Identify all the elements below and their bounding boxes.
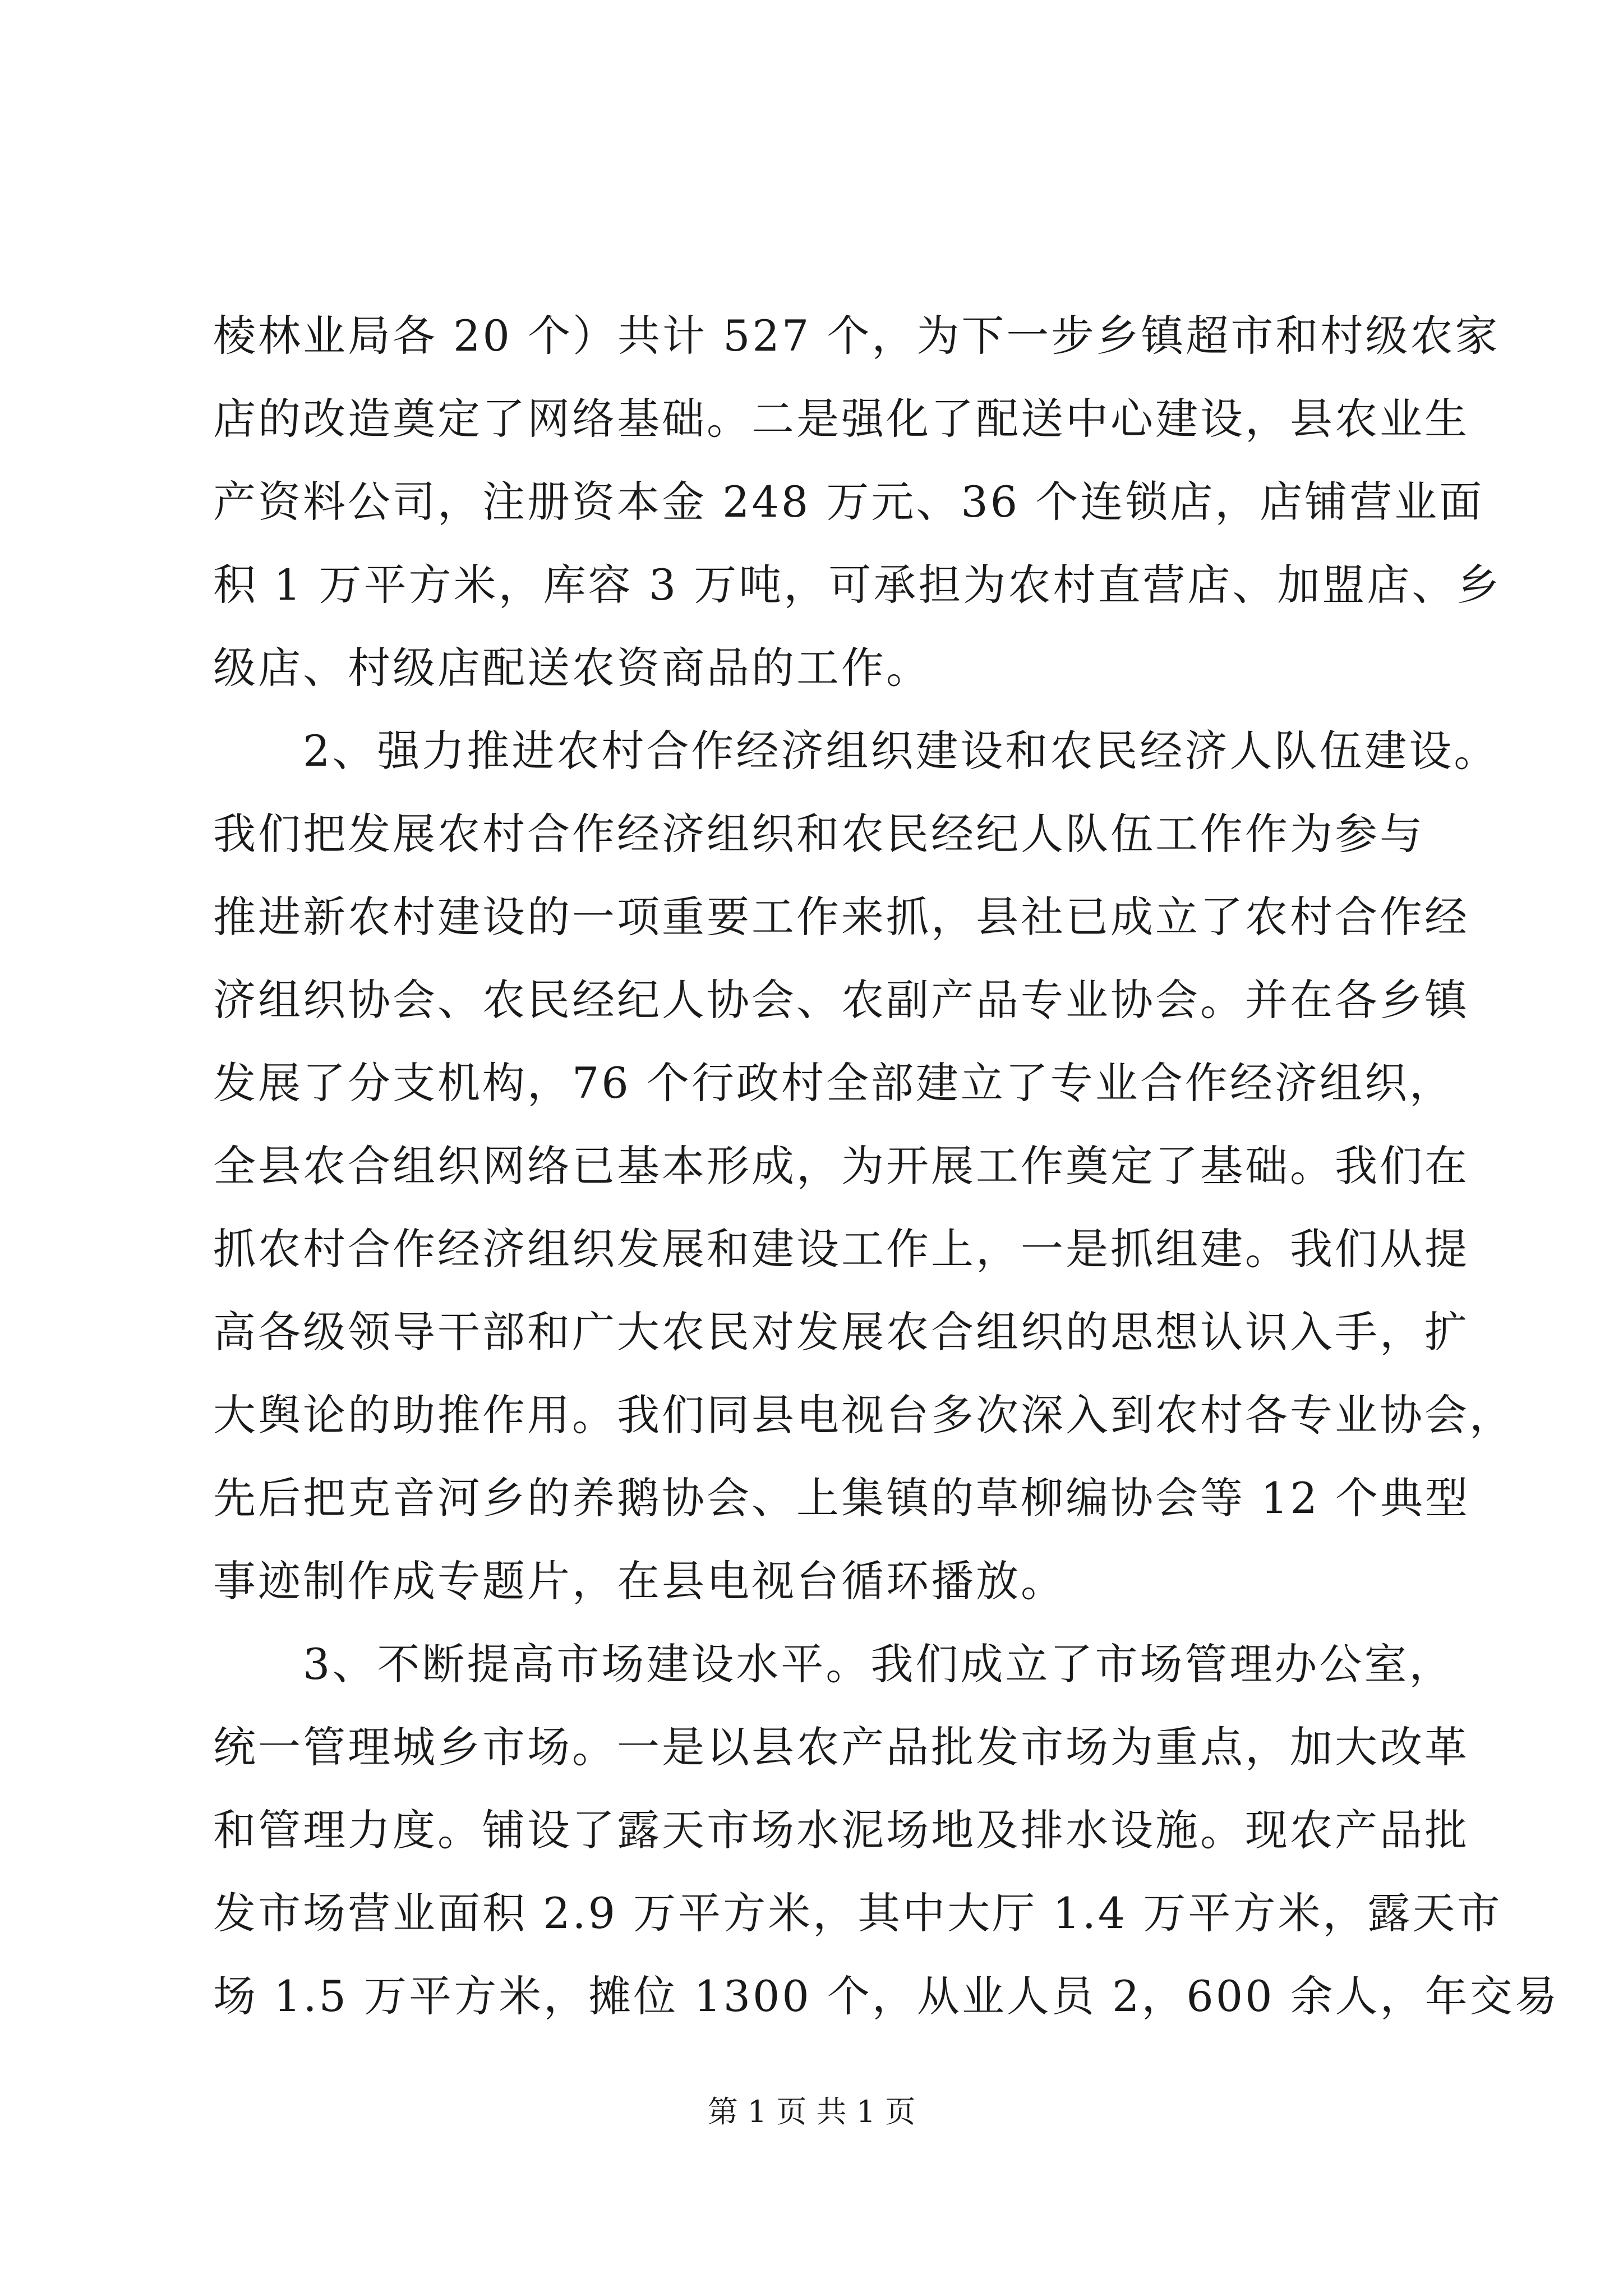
text-line-1: 棱林业局各 20 个）共计 527 个，为下一步乡镇超市和村级农家 xyxy=(213,311,1500,361)
body-text xyxy=(213,295,1560,2038)
text-line-17: 3、不断提高市场建设水平。我们成立了市场管理办公室， xyxy=(213,1639,1454,1689)
text-line-6: 2、强力推进农村合作经济组织建设和农民经济人队伍建设。 xyxy=(213,726,1499,776)
text-line-2: 店的改造奠定了网络基础。二是强化了配送中心建设，县农业生 xyxy=(213,394,1469,444)
text-line-3: 产资料公司，注册资本金 248 万元、36 个连锁店，店铺营业面 xyxy=(213,477,1484,527)
text-line-21: 场 1.5 万平方米，摊位 1300 个，从业人员 2，600 余人，年交易 xyxy=(213,1971,1560,2021)
text-line-15: 先后把克音河乡的养鹅协会、上集镇的草柳编协会等 12 个典型 xyxy=(213,1473,1470,1523)
text-line-4: 积 1 万平方米，库容 3 万吨，可承担为农村直营店、加盟店、乡 xyxy=(213,560,1502,610)
text-line-11: 全县农合组织网络已基本形成，为开展工作奠定了基础。我们在 xyxy=(213,1141,1469,1191)
text-line-13: 高各级领导干部和广大农民对发展农合组织的思想认识入手，扩 xyxy=(213,1307,1469,1357)
text-line-9: 济组织协会、农民经纪人协会、农副产品专业协会。并在各乡镇 xyxy=(213,975,1469,1025)
text-line-18: 统一管理城乡市场。一是以县农产品批发市场为重点，加大改革 xyxy=(213,1722,1469,1772)
text-line-12: 抓农村合作经济组织发展和建设工作上，一是抓组建。我们从提 xyxy=(213,1224,1469,1274)
text-line-19: 和管理力度。铺设了露天市场水泥场地及排水设施。现农产品批 xyxy=(213,1805,1469,1855)
text-line-7: 我们把发展农村合作经济组织和农民经纪人队伍工作作为参与 xyxy=(213,809,1424,859)
text-line-8: 推进新农村建设的一项重要工作来抓，县社已成立了农村合作经 xyxy=(213,892,1469,942)
text-line-10: 发展了分支机构，76 个行政村全部建立了专业合作经济组织， xyxy=(213,1058,1454,1108)
text-line-20: 发市场营业面积 2.9 万平方米，其中大厅 1.4 万平方米，露天市 xyxy=(213,1888,1502,1938)
text-line-14: 大舆论的助推作用。我们同县电视台多次深入到农村各专业协会， xyxy=(213,1390,1514,1440)
page-footer: 第 1 页 共 1 页 xyxy=(707,2094,916,2129)
text-line-5: 级店、村级店配送农资商品的工作。 xyxy=(213,643,931,693)
text-line-16: 事迹制作成专题片，在县电视台循环播放。 xyxy=(213,1556,1066,1606)
